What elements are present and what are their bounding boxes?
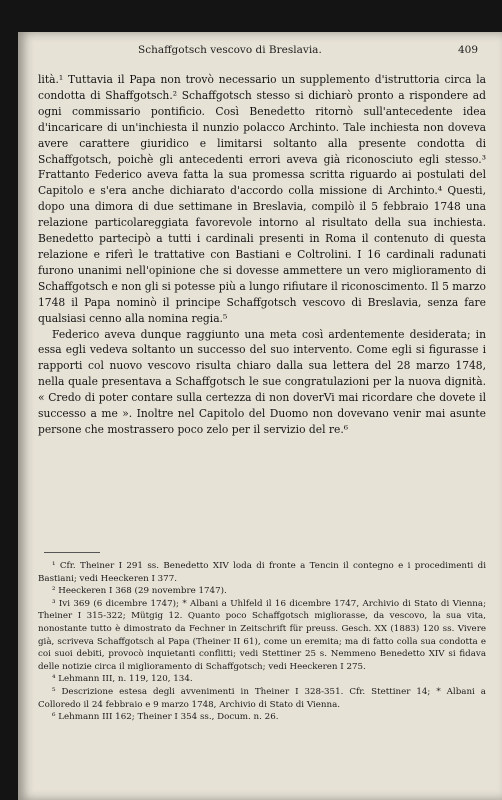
page-number: 409 [457, 44, 478, 56]
paragraph-1: lità.¹ Tuttavia il Papa non trovò necessario un supplemento d'istruttoria circa la condotta di Shaffgotsch.² Schaffgotsch stesso si dichiarò pronto a rispondere ad ogni commissario pontificio. Così Benedetto ritornò sull'antecedente idea d'incaricare di un'inchiesta il nunzio polacco Archinto. Tale inchiesta non doveva avere carattere giuridico e limitarsi soltanto alla presente condotta di Schaffgotsch, poichè gli antecedenti errori aveva già riconosciuto egli stesso.³ Frattanto Federico aveva fatta la sua promessa scritta riguardo ai postulati del Capitolo e s'era anche dichiarato d'accordo colla missione di Archinto.⁴ Questi, dopo una dimora di due settimane in Breslavia, compilò il 5 febbraio 1748 una relazione particolareggiata favorevole intorno al risultato della sua inchiesta. Benedetto partecipò a tutti i cardinali presenti in Roma il contenuto di questa relazione e riferì le trattative con Bastiani e Coltrolini. I 16 cardinali radunati furono unanimi nell'opinione che si dovesse ammettere un vero miglioramento di Schaffgotsch e non gli si potesse più a lungo rifiutare il riconoscimento. Il 5 marzo 1748 il Papa nominò il principe Schaffgotsch vescovo di Breslavia, senza fare qualsiasi cenno alla nomina regia.⁵ [38, 73, 486, 325]
running-header [38, 44, 486, 64]
footnote-6: ⁶ Lehmann III 162; Theiner I 354 ss., Docum. n. 26. [52, 712, 279, 723]
footnote-1: ¹ Cfr. Theiner I 291 ss. Benedetto XIV loda di fronte a Tencin il contegno e i procedimenti di Bastiani; vedi Heeckeren I 377. [38, 561, 486, 584]
running-title: Schaffgotsch vescovo di Breslavia. [138, 44, 322, 56]
footnote-4: ⁴ Lehmann III, n. 119, 120, 134. [52, 674, 193, 685]
footnote-separator [44, 552, 100, 553]
book-page [18, 32, 502, 800]
footnotes [38, 560, 486, 724]
paragraph-2: Federico aveva dunque raggiunto una meta così ardentemente desiderata; in essa egli vedeva soltanto un successo del suo intervento. Come egli si figurasse i rapporti col nuovo vescovo risulta chiaro dalla sua lettera del 28 marzo 1748, nella quale presentava a Schaffgotsch le sue congratulazioni per la nuova dignità. « Credo di poter contare sulla certezza di non doverVi mai ricordare che dovete il successo a me ». Inoltre nel Capitolo del Duomo non dovevano venir mai asunte persone che mostrassero poco zelo per il servizio del re.⁶ [38, 327, 486, 436]
footnote-3: ³ Ivi 369 (6 dicembre 1747); * Albani a Uhlfeld il 16 dicembre 1747, Archivio di Stato di Vienna; Theiner I 315-322; Mütgig 12. Quanto poco Schaffgotsch migliorasse, da vescovo, la sua vita, nonostante tutto è dimostrato da Fechner in Zeitschrift für preuss. Gesch. XX (1883) 120 ss. Vivere già, scriveva Schaffgotsch al Papa (Theiner II 61), come un eremita; ma di fatto colla sua condotta e coi suoi debiti, provocò inquietanti conflitti; vedi Stettiner 25 s. Nemmeno Benedetto XIV si fidava delle notizie circa il miglioramento di Schaffgotsch; vedi Heeckeren I 275. [38, 598, 486, 672]
footnote-2: ² Heeckeren I 368 (29 novembre 1747). [52, 586, 227, 597]
footnote-5: ⁵ Descrizione estesa degli avvenimenti in Theiner I 328-351. Cfr. Stettiner 14; * Albani a Colloredo il 24 febbraio e 9 marzo 1748, Archivio di Stato di Vienna. [38, 686, 486, 710]
main-text [38, 72, 486, 438]
